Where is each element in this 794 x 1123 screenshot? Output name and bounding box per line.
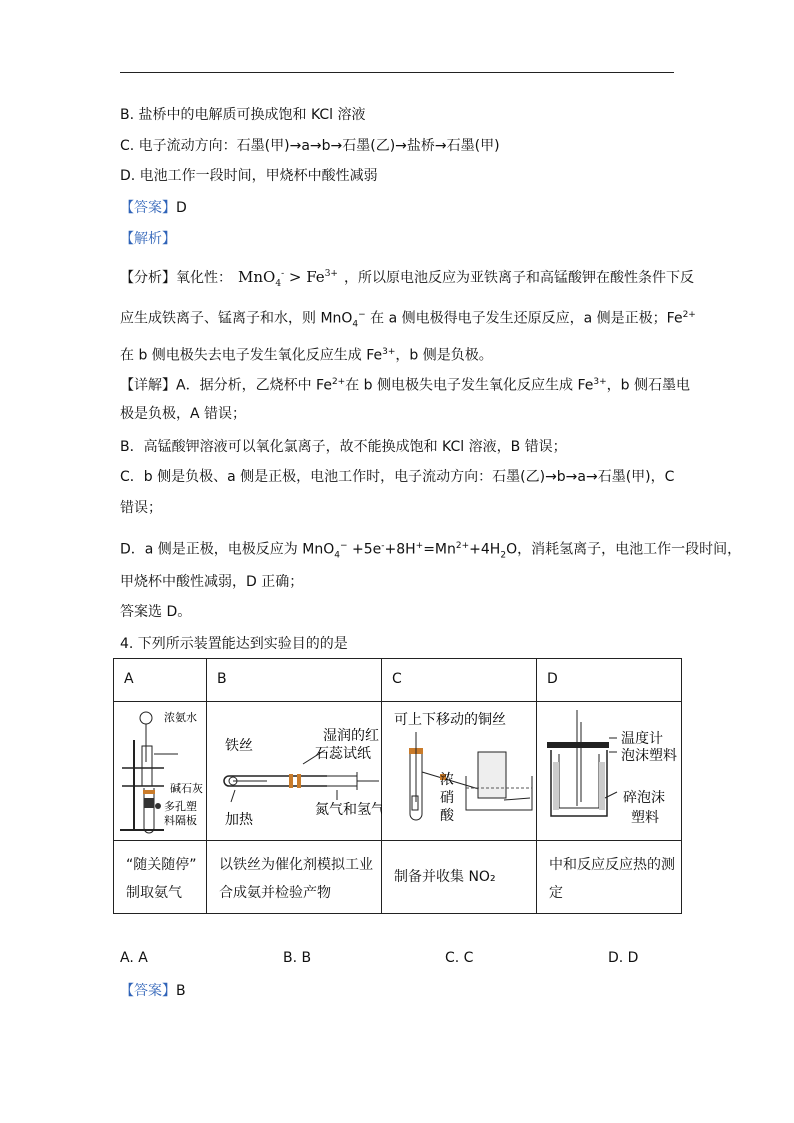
detail-b: B．高锰酸钾溶液可以氧化氯离子，故不能换成饱和 KCl 溶液，B 错误； bbox=[120, 439, 567, 455]
figure-b bbox=[207, 702, 382, 841]
svg-text:浓: 浓 bbox=[440, 772, 454, 788]
svg-text:石蕊试纸: 石蕊试纸 bbox=[315, 746, 371, 762]
figure-a bbox=[114, 702, 207, 841]
svg-text:泡沫塑料: 泡沫塑料 bbox=[621, 748, 677, 764]
choice-a: A. A bbox=[120, 950, 148, 966]
svg-text:氮气和氢气: 氮气和氢气 bbox=[315, 802, 382, 818]
svg-text:碱石灰: 碱石灰 bbox=[170, 782, 203, 795]
choice-d: D. D bbox=[608, 950, 639, 966]
option-d: D. 电池工作一段时间，甲烧杯中酸性减弱 bbox=[120, 168, 378, 184]
analysis-tag: 【解析】 bbox=[120, 231, 176, 247]
figure-c bbox=[382, 702, 537, 841]
detail-c-1: C．b 侧是负极、a 侧是正极，电池工作时，电子流动方向：石墨(乙)→b→a→石墨(甲)，C bbox=[120, 469, 675, 485]
detail-line-2: 极是负极，A 错误； bbox=[120, 406, 247, 422]
detail-c-2: 错误； bbox=[120, 500, 162, 516]
caption-d: 中和反应反应热的测 定 bbox=[537, 841, 682, 914]
choice-b: B. B bbox=[283, 950, 312, 966]
analysis-line-1: 【分析】氧化性： $MnO_4^- > Fe^{3+}$ ，所以原电池反应为亚铁离子和高锰酸钾在酸性条件下反 bbox=[120, 268, 694, 289]
options-table bbox=[113, 658, 682, 914]
svg-text:多孔塑: 多孔塑 bbox=[164, 800, 197, 813]
final-answer: 【答案】B bbox=[120, 983, 186, 999]
choice-c: C. C bbox=[445, 950, 474, 966]
svg-text:料隔板: 料隔板 bbox=[164, 814, 197, 827]
analysis-line-2: 应生成铁离子、锰离子和水，则 MnO$_4$− 在 a 侧电极得电子发生还原反应，a 侧是正极；$Fe^{2+}$ bbox=[120, 310, 696, 330]
svg-text:湿润的红: 湿润的红 bbox=[323, 728, 379, 744]
svg-text:塑料: 塑料 bbox=[631, 810, 659, 826]
svg-text:酸: 酸 bbox=[440, 808, 454, 824]
svg-text:可上下移动的铜丝: 可上下移动的铜丝 bbox=[394, 712, 506, 728]
svg-text:硝: 硝 bbox=[440, 790, 454, 806]
analysis-line-3: 在 b 侧电极失去电子发生氧化反应生成 $Fe^{3+}$，b 侧是负极。 bbox=[120, 347, 493, 364]
svg-text:加热: 加热 bbox=[225, 812, 253, 828]
detail-d-2: 甲烧杯中酸性减弱，D 正确； bbox=[120, 574, 304, 590]
answer-line bbox=[120, 198, 187, 218]
answer-value: D bbox=[176, 200, 187, 216]
detail-line-1: 【详解】A．据分析，乙烧杯中 $Fe^{2+}$在 b 侧电极失电子发生氧化反应生成 $Fe^{3+}$，b 侧石墨电 bbox=[120, 377, 690, 394]
figure-d bbox=[537, 702, 682, 841]
header-b: B bbox=[207, 659, 382, 702]
svg-text:碎泡沫: 碎泡沫 bbox=[623, 790, 665, 806]
caption-b: 以铁丝为催化剂模拟工业 合成氨并检验产物 bbox=[207, 841, 382, 914]
answer-tag: 【答案】 bbox=[120, 200, 176, 216]
detail-d-1: D．a 侧是正极，电极反应为 $MnO_4^- +5e^-+8H^+=Mn^{2+}+4H_2O$，消耗氢离子，电池工作一段时间， bbox=[120, 541, 742, 561]
option-c: C. 电子流动方向：石墨(甲)→a→b→石墨(乙)→盐桥→石墨(甲) bbox=[120, 138, 500, 154]
header-rule bbox=[120, 72, 674, 73]
caption-c: 制备并收集 NO₂ bbox=[382, 841, 537, 914]
svg-text:浓氨水: 浓氨水 bbox=[164, 711, 197, 724]
option-b: B. 盐桥中的电解质可换成饱和 KCl 溶液 bbox=[120, 107, 366, 123]
answer-select: 答案选 D。 bbox=[120, 604, 192, 620]
question-4: 4. 下列所示装置能达到实验目的的是 bbox=[120, 636, 348, 652]
header-c: C bbox=[382, 659, 537, 702]
caption-a: “随关随停” 制取氨气 bbox=[114, 841, 207, 914]
svg-text:铁丝: 铁丝 bbox=[225, 738, 253, 754]
svg-text:温度计: 温度计 bbox=[621, 731, 663, 747]
header-a: A bbox=[114, 659, 207, 702]
header-d: D bbox=[537, 659, 682, 702]
